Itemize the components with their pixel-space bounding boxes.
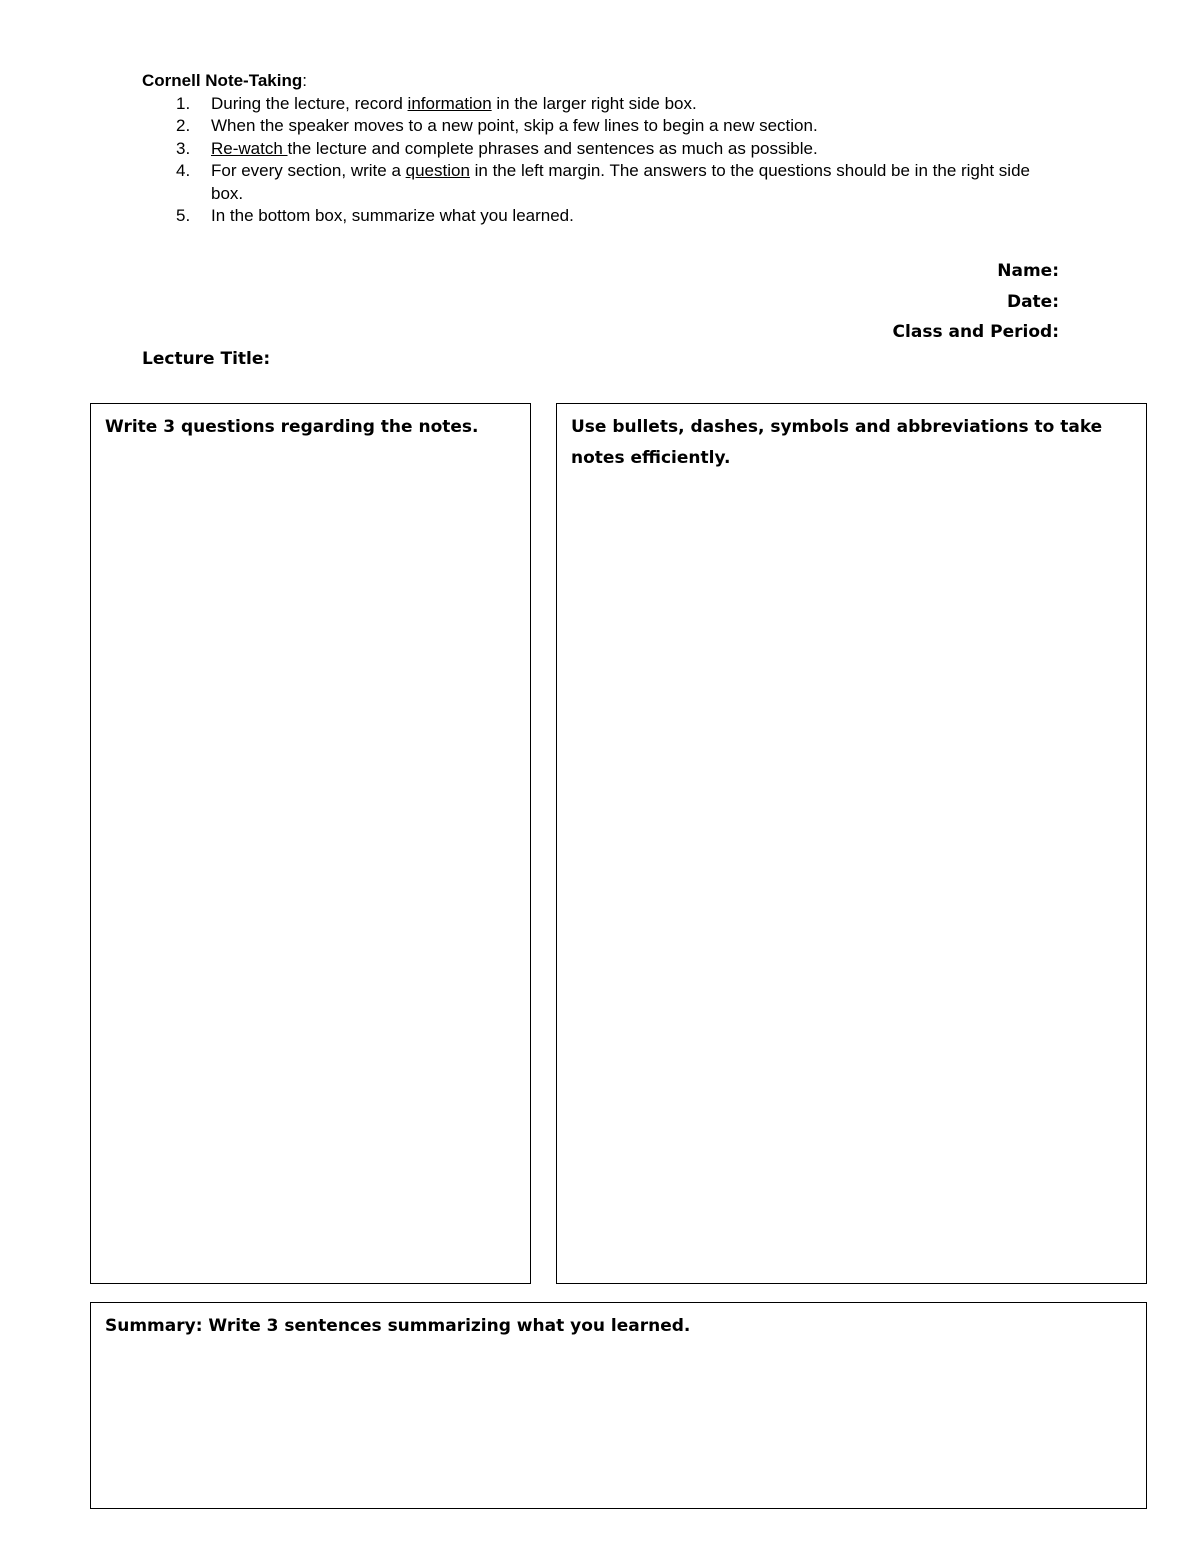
step-underlined-text: question bbox=[405, 161, 470, 180]
step-number: 5. bbox=[176, 206, 191, 225]
step-text: During the lecture, record bbox=[211, 93, 408, 113]
step-text: When the speaker moves to a new point, skip a few lines to begin a new section. bbox=[211, 116, 818, 135]
name-label: Name: bbox=[997, 261, 1059, 281]
heading-colon: : bbox=[302, 71, 307, 90]
step-number: 3. bbox=[176, 138, 191, 158]
step-item bbox=[142, 205, 1062, 228]
student-info-labels bbox=[893, 256, 1059, 348]
instructions-heading bbox=[142, 70, 1062, 93]
questions-box[interactable] bbox=[90, 403, 531, 1284]
step-text: In the bottom box, summarize what you learned. bbox=[211, 206, 574, 225]
notes-box[interactable] bbox=[556, 403, 1147, 1284]
step-text-end: the lecture and complete phrases and sentences as much as possible. bbox=[287, 138, 818, 158]
class-period-label: Class and Period: bbox=[892, 322, 1059, 342]
step-item bbox=[142, 138, 1062, 161]
notes-box-label: Use bullets, dashes, symbols and abbreviations to take notes efficiently. bbox=[571, 417, 1103, 468]
instructions-section bbox=[142, 70, 1062, 228]
step-text-end: in the left margin. The answers to the questions should be in the right side box. bbox=[211, 161, 1030, 203]
step-number: 2. bbox=[176, 116, 191, 135]
step-item bbox=[142, 160, 1062, 205]
date-label: Date: bbox=[1006, 291, 1059, 312]
instructions-heading-text: Cornell Note-Taking bbox=[142, 71, 303, 90]
summary-box-label: Summary: Write 3 sentences summarizing what you learned. bbox=[105, 1316, 691, 1336]
steps-list bbox=[142, 93, 1062, 228]
step-item bbox=[142, 93, 1062, 116]
summary-box[interactable] bbox=[90, 1302, 1147, 1509]
step-item bbox=[142, 115, 1062, 138]
step-text-end: in the larger right side box. bbox=[491, 93, 697, 113]
step-number: 1. bbox=[176, 93, 191, 113]
lecture-title-label: Lecture Title: bbox=[142, 349, 271, 369]
step-number: 4. bbox=[176, 161, 191, 180]
step-underlined-text: information bbox=[407, 93, 492, 113]
step-underlined-text: Re-watch bbox=[211, 138, 288, 158]
questions-box-label: Write 3 questions regarding the notes. bbox=[105, 417, 479, 437]
step-text: For every section, write a bbox=[211, 161, 406, 180]
